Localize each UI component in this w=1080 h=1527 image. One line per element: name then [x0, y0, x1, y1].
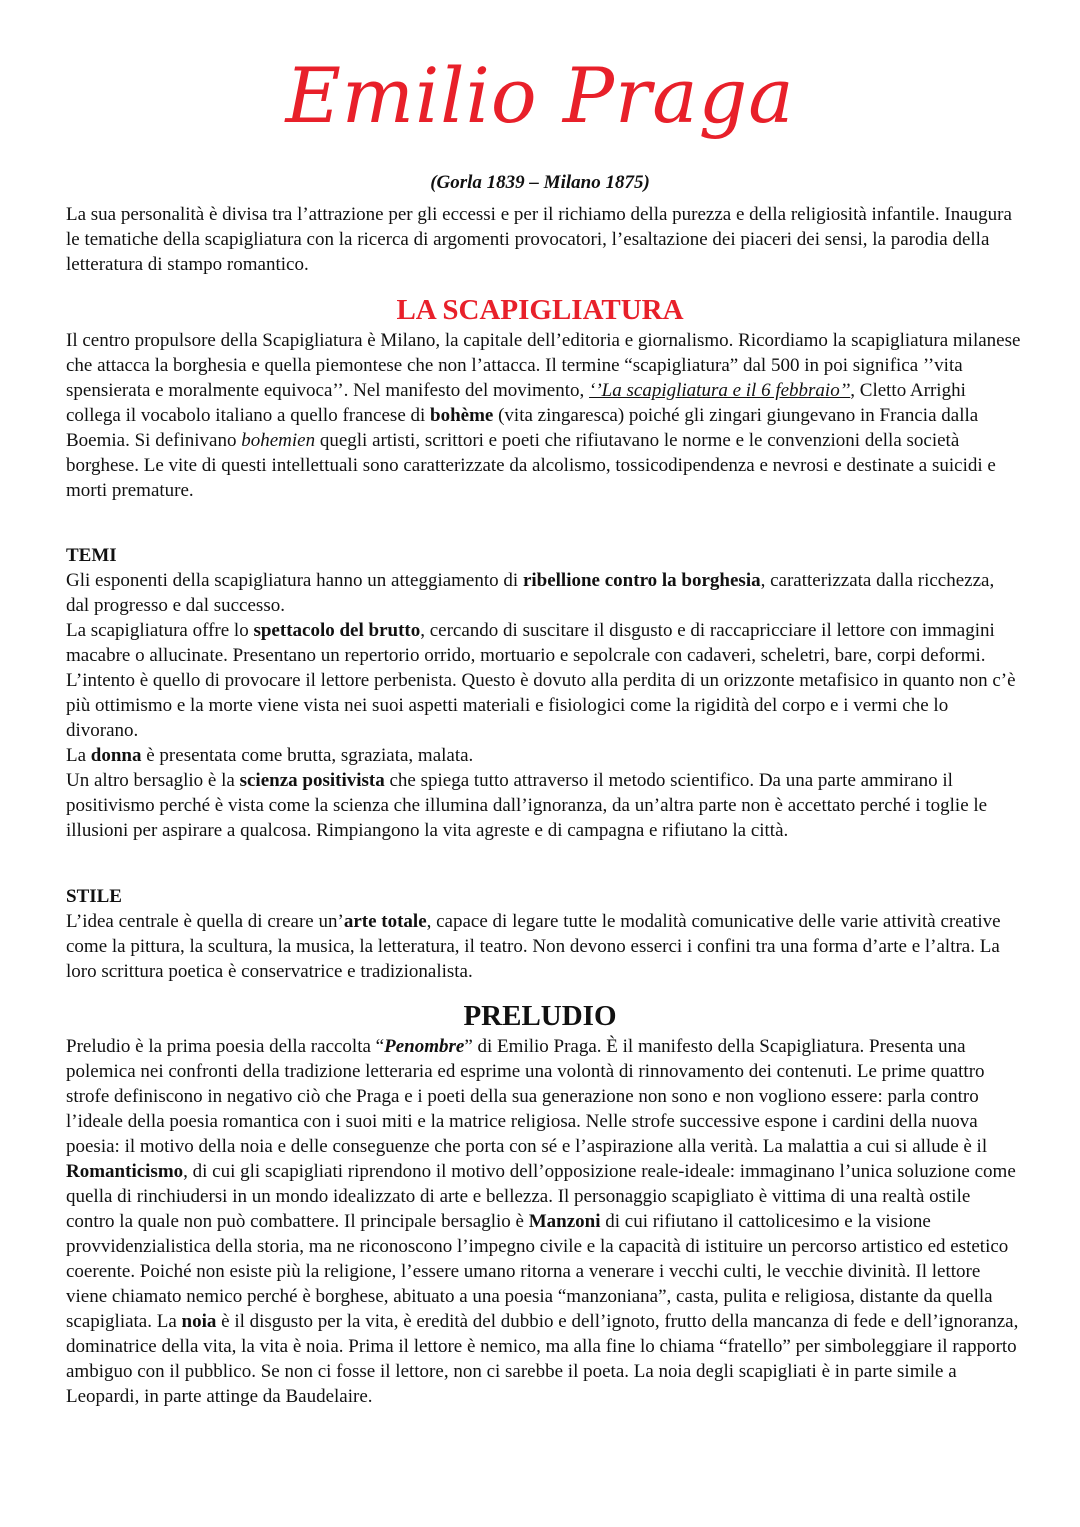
text-span: quegli artisti, scrittori e poeti che rifiutavano le norme e le convenzioni della società borghese. Le vite di questi intellettuali sono caratterizzate da alcolismo, tossicodipendenza e nevrosi e destinate a suicidi e morti premature. — [66, 430, 996, 501]
bold-term: spettacolo del brutto — [253, 620, 421, 641]
bold-term: ribellione contro la borghesia — [522, 570, 761, 591]
text-span: Il centro propulsore della Scapigliatura è Milano, la capitale dell’editoria e giornalismo. Ricordiamo la scapigliatura milanese che attacca la borghesia e quella piemontese che non l’attacca. Il termine “scapigliatura” dal 500 in poi significa ’’vita spensierata e moralmente equivoca’’. Nel manifesto del movimento, — [66, 330, 1021, 401]
text-span: che spiega tutto attraverso il metodo scientifico. Da una parte ammirano il positivismo perché è vista come la scienza che illumina dall’ignoranza, da un’altra parte non è accettato perché i toglie le illusioni per aspirare a qualcosa. Rimpiangono la vita agreste e di campagna e rifiutano la città. — [66, 770, 988, 841]
temi-heading: TEMI — [66, 545, 117, 566]
text-span: (vita zingaresca) poiché gli zingari giungevano in Francia dalla Boemia. Si definivano — [66, 405, 979, 451]
temi-paragraph-2 — [66, 618, 1021, 743]
bohemien-term: bohemien — [241, 430, 316, 451]
stile-heading: STILE — [66, 886, 122, 907]
preludio-heading: PRELUDIO — [463, 1000, 617, 1032]
text-span: , Cletto Arrighi collega il vocabolo italiano a quello francese di — [66, 380, 966, 426]
text-span: è presentata come brutta, sgraziata, malata. — [141, 745, 474, 766]
scapigliatura-paragraph — [66, 328, 1021, 503]
bold-term: Manzoni — [528, 1211, 601, 1232]
text-span: Un altro bersaglio è la — [66, 770, 240, 791]
text-span: , capace di legare tutte le modalità comunicative delle varie attività creative come la pittura, la scultura, la musica, la letteratura, il teatro. Non devono esserci i confini tra una forma d’arte e l’altra. La loro scrittura poetica è conservatrice e tradizionalista. — [66, 911, 1001, 982]
text-span: , cercando di suscitare il disgusto e di raccapricciare il lettore con immagini macabre o allucinate. Presentano un repertorio orrido, mortuario e sepolcrale con cadaveri, scheletri, bare, corpi deformi. L’intento è quello di provocare il lettore perbenista. Questo è dovuto alla perdita di un orizzonte metafisico in quanto non c’è più ottimismo e la morte viene vista nei suoi aspetti materiali e fisiologici come la rigidità del corpo e i vermi che lo divorano. — [66, 620, 1016, 741]
text-span: , caratterizzata dalla ricchezza, dal progresso e dal successo. — [66, 570, 995, 616]
text-span: ” di Emilio Praga. È il manifesto della Scapigliatura. Presenta una polemica nei confronti della tradizione letteraria ed esprime una volontà di rinnovamento dei contenuti. Le prime quattro strofe definiscono in negativo ciò che Praga e i poeti della sua generazione non sono e non vogliono essere: parla contro l’ideale della poesia romantica con i suoi miti e la matrice religiosa. Nelle strofe successive espone i cardini della nuova poesia: il motivo della noia e delle conseguenze che porta con sé e l’aspirazione alla verità. La malattia a cui si allude è il — [66, 1036, 988, 1157]
preludio-paragraph — [66, 1034, 1021, 1409]
bold-term: noia — [181, 1311, 217, 1332]
stile-paragraph — [66, 909, 1021, 984]
text-span: è il disgusto per la vita, è eredità del dubbio e dell’ignoto, frutto della mancanza di fede e dell’ignoranza, dominatrice della vita, la vita è noia. Prima il lettore è nemico, ma alla fine lo chiama “fratello” per simboleggiare il rapporto ambiguo con il pubblico. Se non ci fosse il lettore, non ci sarebbe il poeta. La noia degli scapigliati è in parte simile a Leopardi, in parte attinge da Baudelaire. — [66, 1311, 1019, 1407]
text-span: di cui rifiutano il cattolicesimo e la visione provvidenzialistica della storia, ma ne riconoscono l’impegno civile e la capacità di istituire un percorso artistico ed estetico coerente. Poiché non esiste più la religione, l’essere umano ritorna a venerare i vecchi culti, le vecchie divinità. Il lettore viene chiamato nemico perché è borghese, abituato a una poesia “manzoniana”, casta, pulita e religiosa, distante da quella scapigliata. La — [66, 1211, 1009, 1332]
bold-term: donna — [90, 745, 142, 766]
page-title: Emilio Praga — [285, 51, 795, 140]
bold-term: arte totale — [343, 911, 427, 932]
text-span: Preludio è la prima poesia della raccolta “ — [66, 1036, 385, 1057]
bold-term: scienza positivista — [239, 770, 385, 791]
bold-term: Romanticismo — [66, 1161, 184, 1182]
text-span: L’idea centrale è quella di creare un’ — [66, 911, 344, 932]
text-span: , di cui gli scapigliati riprendono il motivo dell’opposizione reale-ideale: immaginano l’unica soluzione come quella di rinchiudersi in un mondo idealizzato di arte e bellezza. Il personaggio scapigliato è vittima di una realtà ostile contro la quale non può combattere. Il principale bersaglio è — [66, 1161, 1016, 1232]
scapigliatura-heading: LA SCAPIGLIATURA — [396, 294, 684, 326]
temi-paragraph-3 — [66, 743, 1021, 768]
text-span: La — [66, 745, 91, 766]
boheme-term: bohème — [430, 405, 494, 426]
text-span: Gli esponenti della scapigliatura hanno un atteggiamento di — [66, 570, 523, 591]
author-dates: (Gorla 1839 – Milano 1875) — [430, 172, 650, 193]
intro-paragraph: La sua personalità è divisa tra l’attrazione per gli eccessi e per il richiamo della purezza e della religiosità infantile. Inaugura le tematiche della scapigliatura con la ricerca di argomenti provocatori, l’esaltazione dei piaceri dei sensi, la parodia della letteratura di stampo romantico. — [66, 204, 1012, 275]
temi-paragraph-1 — [66, 568, 1021, 618]
temi-paragraph-4 — [66, 768, 1021, 843]
penombre-title: Penombre — [384, 1036, 465, 1057]
manifesto-title: ‘’La scapigliatura e il 6 febbraio’’ — [589, 380, 851, 401]
text-span: La scapigliatura offre lo — [66, 620, 254, 641]
